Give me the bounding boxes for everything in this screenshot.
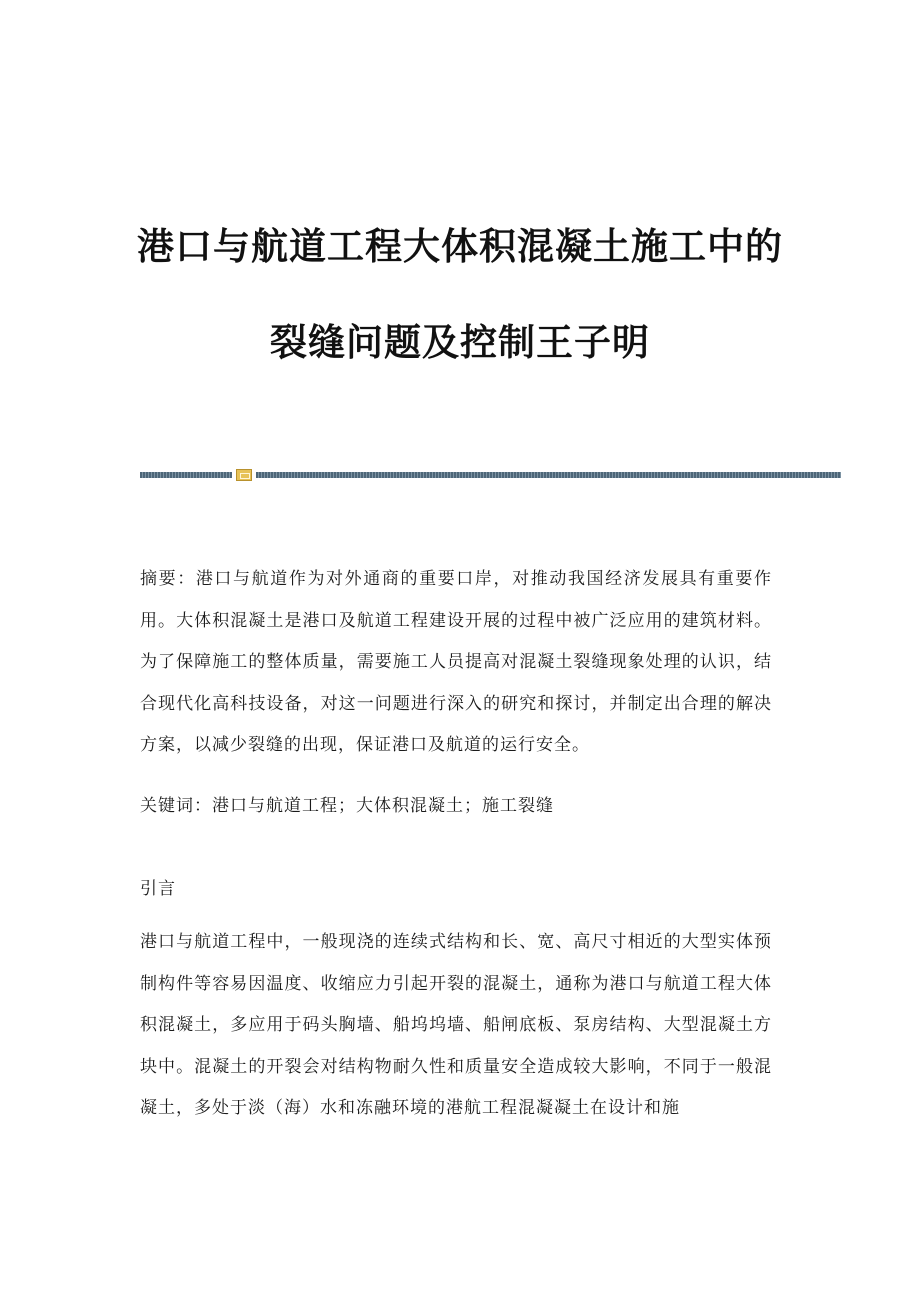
keywords-line: 关键词：港口与航道工程；大体积混凝土；施工裂缝 [140,796,554,816]
decorative-divider [140,469,841,481]
divider-bar-left [140,472,232,478]
introduction-heading: 引言 [140,879,176,899]
introduction-paragraph: 港口与航道工程中，一般现浇的连续式结构和长、宽、高尺寸相近的大型实体预制构件等容易因温度、收缩应力引起开裂的混凝土，通称为港口与航道工程大体积混凝土，多应用于码头胸墙、船坞坞墙、船闸底板、泵房结构、大型混凝土方块中。混凝土的开裂会对结构物耐久性和质量安全造成较大影响，不同于一般混凝土，多处于淡（海）水和冻融环境的港航工程混凝凝土在设计和施 [140,932,772,1118]
divider-ornament-icon [236,469,252,481]
document-title-line-1: 港口与航道工程大体积混凝土施工中的 [137,225,783,268]
divider-bar-right [256,472,841,478]
document-title-line-2: 裂缝问题及控制王子明 [270,321,650,364]
abstract-paragraph: 摘要：港口与航道作为对外通商的重要口岸，对推动我国经济发展具有重要作用。大体积混凝土是港口及航道工程建设开展的过程中被广泛应用的建筑材料。为了保障施工的整体质量，需要施工人员提高对混凝土裂缝现象处理的认识，结合现代化高科技设备，对这一问题进行深入的研究和探讨，并制定出合理的解决方案，以减少裂缝的出现，保证港口及航道的运行安全。 [140,569,772,755]
